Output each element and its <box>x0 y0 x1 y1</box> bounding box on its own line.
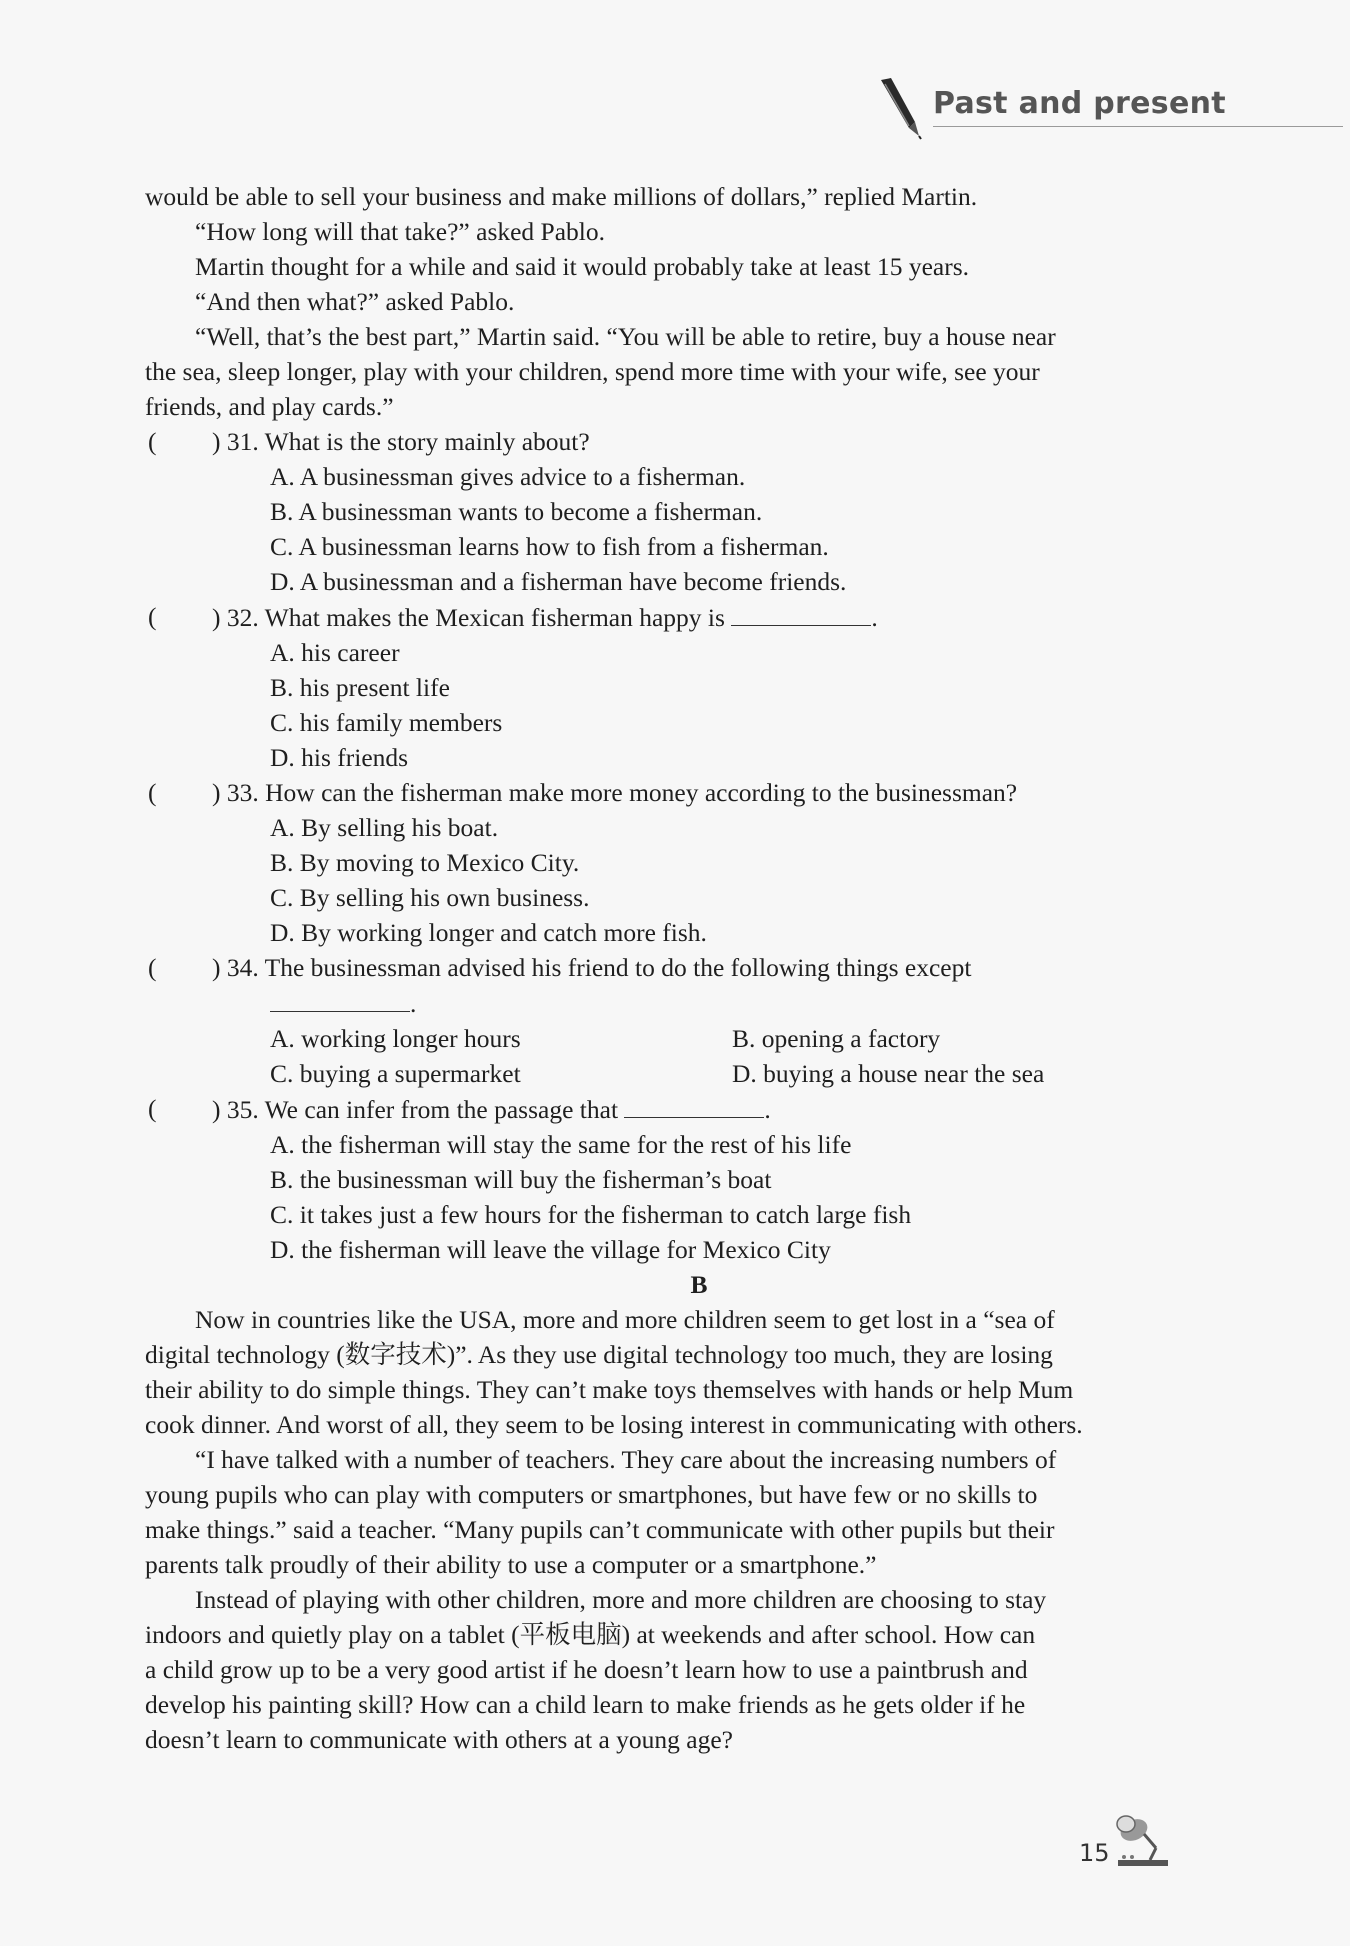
chapter-title: Past and present <box>933 86 1226 121</box>
question-34 <box>145 950 1175 1091</box>
option-b: B. his present life <box>270 673 450 702</box>
answer-paren: ( <box>148 602 157 631</box>
blank-tail: . <box>871 603 878 632</box>
story-passage <box>145 179 1175 424</box>
passage-line: “And then what?” asked Pablo. <box>195 287 515 316</box>
passage-line: friends, and play cards.” <box>145 392 394 421</box>
option-d: D. the fisherman will leave the village for Mexico City <box>270 1235 831 1264</box>
question-stem <box>145 599 1175 635</box>
passage-line: doesn’t learn to communicate with others at a young age? <box>145 1725 733 1754</box>
passage-line: their ability to do simple things. They can’t make toys themselves with hands or help Mum <box>145 1375 1074 1404</box>
question-text: ) 32. What makes the Mexican fisherman happy is <box>212 603 725 632</box>
question-35 <box>145 1091 1175 1267</box>
option-b: B. opening a factory <box>732 1024 941 1053</box>
passage-line: “Well, that’s the best part,” Martin said. “You will be able to retire, buy a house near <box>195 322 1056 351</box>
question-stem <box>145 950 1175 985</box>
passage-line: Martin thought for a while and said it would probably take at least 15 years. <box>195 252 970 281</box>
passage-line: a child grow up to be a very good artist if he doesn’t learn how to use a paintbrush and <box>145 1655 1028 1684</box>
question-text: ) 33. How can the fisherman make more money according to the businessman? <box>212 778 1018 807</box>
question-33 <box>145 775 1175 950</box>
option-c: C. it takes just a few hours for the fisherman to catch large fish <box>270 1200 912 1229</box>
pen-icon <box>875 78 923 140</box>
question-list <box>145 424 1175 950</box>
passage-line: make things.” said a teacher. “Many pupils can’t communicate with other pupils but their <box>145 1515 1055 1544</box>
answer-blank[interactable] <box>624 1091 764 1118</box>
passage-line: “I have talked with a number of teachers. They care about the increasing numbers of <box>195 1445 1057 1474</box>
question-line <box>145 775 1017 810</box>
header-rule <box>933 126 1343 127</box>
section-label: B <box>690 1270 708 1299</box>
option-d: D. his friends <box>270 743 409 772</box>
blank-tail: . <box>764 1095 771 1124</box>
question-text: ) 31. What is the story mainly about? <box>212 427 590 456</box>
passage-line: young pupils who can play with computers or smartphones, but have few or no skills to <box>145 1480 1038 1509</box>
option-b: B. the businessman will buy the fisherman’s boat <box>270 1165 772 1194</box>
page-number: 15 <box>1079 1839 1110 1867</box>
question-31 <box>145 424 1175 599</box>
option-row <box>145 1021 1175 1056</box>
answer-paren: ( <box>148 778 157 807</box>
option-d: D. By working longer and catch more fish. <box>270 918 707 947</box>
question-stem <box>145 775 1175 810</box>
passage-line: the sea, sleep longer, play with your children, spend more time with your wife, see your <box>145 357 1040 386</box>
passage-line: “How long will that take?” asked Pablo. <box>195 217 606 246</box>
option-a: A. the fisherman will stay the same for the rest of his life <box>270 1130 852 1159</box>
option-a: A. working longer hours <box>270 1024 521 1053</box>
question-32 <box>145 599 1175 775</box>
answer-blank-line <box>145 985 1175 1021</box>
option-b: B. By moving to Mexico City. <box>270 848 580 877</box>
answer-blank[interactable] <box>731 599 871 626</box>
answer-paren: ( <box>148 427 157 456</box>
option-d: D. A businessman and a fisherman have become friends. <box>270 567 847 596</box>
answer-blank[interactable] <box>270 985 410 1012</box>
passage-line: develop his painting skill? How can a child learn to make friends as he gets older if he <box>145 1690 1026 1719</box>
question-text: ) 34. The businessman advised his friend to do the following things except <box>212 953 972 982</box>
option-c: C. buying a supermarket <box>270 1059 521 1088</box>
question-stem <box>145 424 1175 459</box>
passage-line: Instead of playing with other children, more and more children are choosing to stay <box>195 1585 1047 1614</box>
question-line <box>145 424 590 459</box>
option-a: A. By selling his boat. <box>270 813 499 842</box>
answer-paren: ( <box>148 1094 157 1123</box>
option-c: C. his family members <box>270 708 503 737</box>
passage-line: parents talk proudly of their ability to use a computer or a smartphone.” <box>145 1550 877 1579</box>
page-header <box>875 70 1345 130</box>
blank-tail: . <box>410 989 417 1018</box>
option-c: C. A businessman learns how to fish from a fisherman. <box>270 532 829 561</box>
passage-line: would be able to sell your business and make millions of dollars,” replied Martin. <box>145 182 978 211</box>
passage-line: Now in countries like the USA, more and more children seem to get lost in a “sea of <box>195 1305 1055 1334</box>
option-c: C. By selling his own business. <box>270 883 590 912</box>
passage-b <box>145 1302 1175 1757</box>
option-row <box>145 1056 1175 1091</box>
answer-paren: ( <box>148 953 157 982</box>
passage-line: cook dinner. And worst of all, they seem to be losing interest in communicating with others. <box>145 1410 1083 1439</box>
desk-lamp-icon <box>1110 1808 1172 1868</box>
option-d: D. buying a house near the sea <box>732 1059 1045 1088</box>
passage-line: indoors and quietly play on a tablet (平板电脑) at weekends and after school. How can <box>145 1620 1036 1649</box>
question-text: ) 35. We can infer from the passage that <box>212 1095 619 1124</box>
option-a: A. A businessman gives advice to a fisherman. <box>270 462 746 491</box>
page-content <box>145 179 1175 1757</box>
question-stem <box>145 1091 1175 1127</box>
passage-line: digital technology (数字技术)”. As they use digital technology too much, they are losing <box>145 1340 1053 1369</box>
option-b: B. A businessman wants to become a fisherman. <box>270 497 763 526</box>
option-a: A. his career <box>270 638 400 667</box>
question-line <box>145 599 878 635</box>
